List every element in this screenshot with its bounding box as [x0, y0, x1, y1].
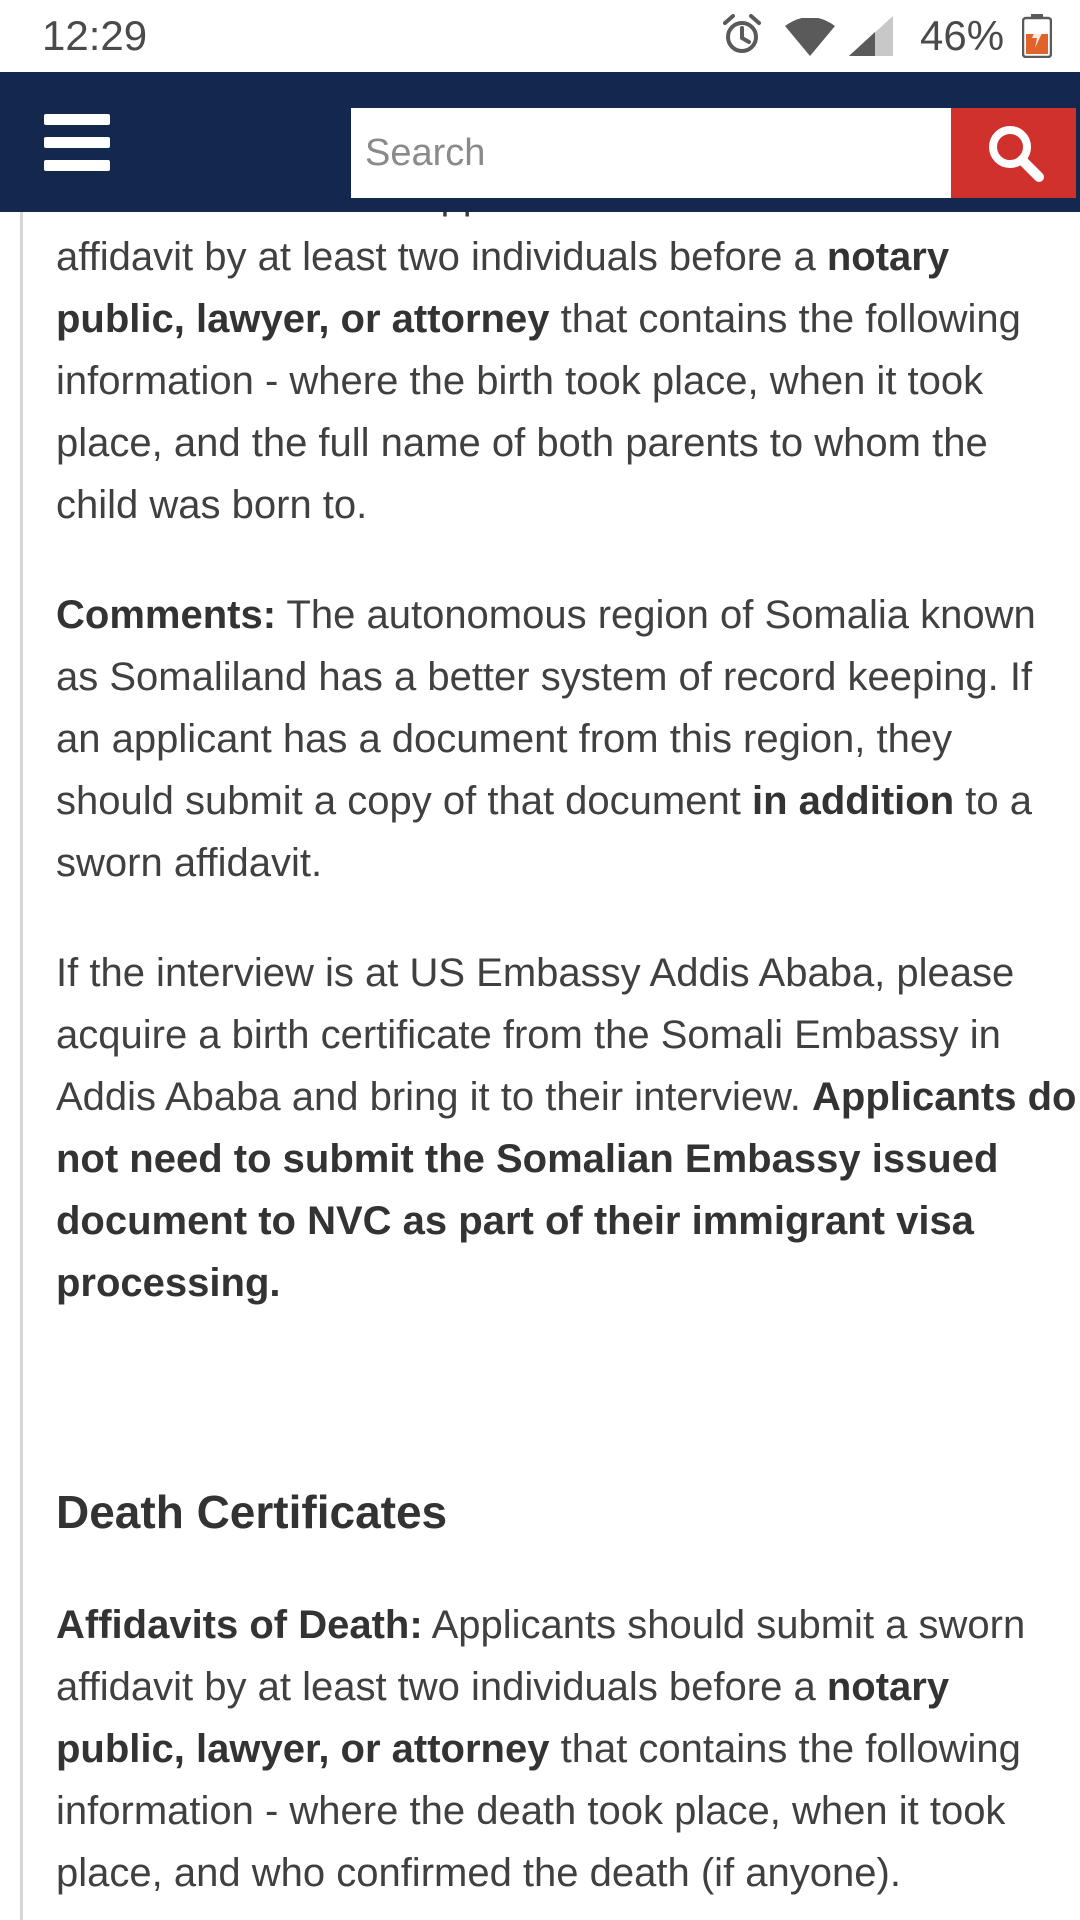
page-content	[0, 190, 1080, 1920]
affidavit-of-death-label: Affidavits of Death:	[56, 1603, 423, 1647]
comments-paragraph	[56, 584, 1080, 894]
alarm-icon	[722, 14, 762, 56]
signal-icon	[849, 16, 893, 56]
paragraph-text: to a sworn affidavit.	[56, 779, 1032, 885]
status-time: 12:29	[42, 12, 148, 59]
paragraph-bold-text: notary public, lawyer, or attorney	[56, 235, 950, 341]
paragraph-bold-text: Applicants do not need to submit the Somalian Embassy issued document to NVC as part of their immigrant visa processing.	[56, 1075, 1077, 1305]
battery-percent: 46%	[920, 12, 1005, 59]
paragraph-text: If the interview is at US Embassy Addis Ababa, please acquire a birth certificate from the Somali Embassy in Addis Ababa and bring it to their interview.	[56, 951, 1015, 1119]
affidavit-of-birth-paragraph	[56, 190, 1080, 536]
search-icon	[985, 122, 1045, 184]
battery-icon	[1022, 14, 1052, 58]
hamburger-menu-button[interactable]	[44, 114, 112, 172]
paragraph-text: that contains the following information - where the birth took place, when it took place, and the full name of both parents to whom the child was born to.	[56, 297, 1021, 527]
paragraph-text: that contains the following information - where the death took place, when it took place, and who confirmed the death (if anyone).	[56, 1727, 1021, 1895]
search-button[interactable]	[951, 108, 1076, 198]
wifi-icon	[785, 18, 835, 56]
article-body	[56, 190, 1080, 1904]
content-left-rule	[20, 190, 23, 1920]
status-bar	[0, 0, 1080, 72]
search-input[interactable]	[351, 108, 951, 198]
paragraph-bold-text: in addition	[751, 779, 955, 823]
paragraph-text: The autonomous region of Somalia known as Somaliland has a better system of record keeping. If an applicant has a document from this region, they should submit a copy of that document	[56, 593, 1036, 823]
death-certificates-heading: Death Certificates	[56, 1486, 448, 1538]
interview-paragraph	[56, 942, 1080, 1314]
paragraph-text: affidavit by at least two individuals before a	[56, 235, 816, 279]
paragraph-bold-text: notary public, lawyer, or attorney	[56, 1665, 950, 1771]
affidavit-of-death-paragraph	[56, 1594, 1080, 1904]
top-navbar	[0, 72, 1080, 212]
comments-label: Comments:	[56, 593, 277, 637]
paragraph-text: Applicants should submit a sworn affidavit by at least two individuals before a	[56, 1603, 1026, 1709]
